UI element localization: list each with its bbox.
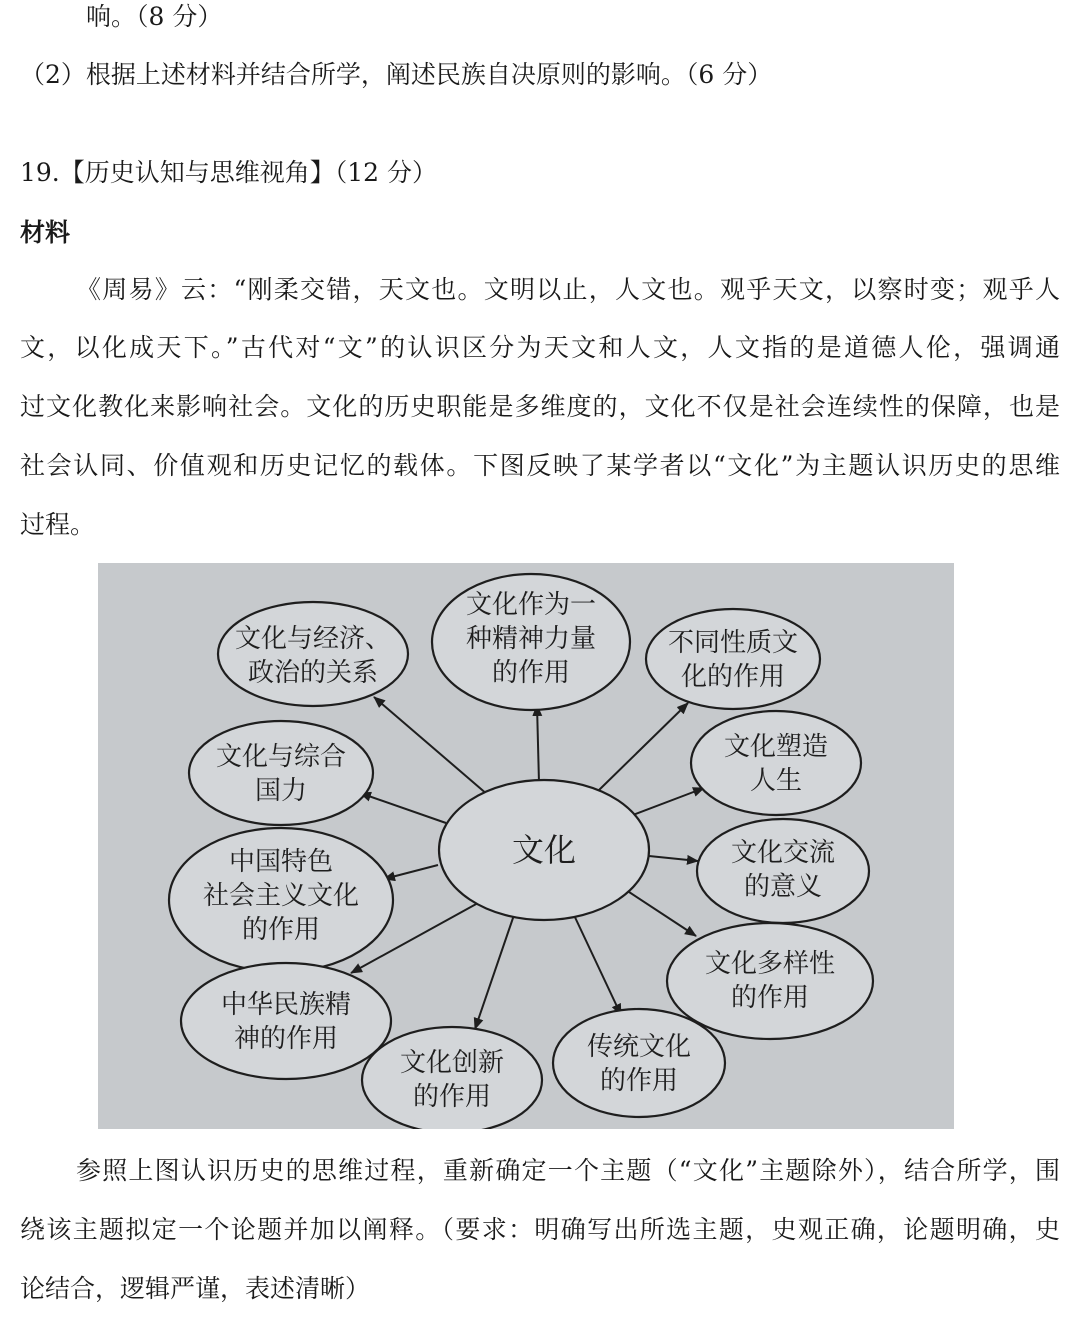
node-label: 文化多样性 (704, 949, 836, 979)
node-diversity (667, 923, 873, 1039)
material-heading: 材料 (20, 218, 71, 247)
question-part-1-tail: 响。（8 分） (86, 2, 223, 31)
node-label: 的作用 (730, 983, 810, 1013)
node-tradition (553, 1009, 725, 1117)
node-national-strength (189, 721, 373, 825)
node-label: 的作用 (412, 1082, 492, 1112)
node-label: 不同性质文 (667, 628, 799, 658)
node-label: 人生 (749, 766, 803, 796)
node-shaping-life (691, 711, 861, 815)
center-label: 文化 (511, 831, 577, 869)
node-label: 政治的关系 (247, 658, 379, 688)
node-label: 文化与经济、 (234, 624, 392, 654)
node-label: 中华民族精 (220, 990, 352, 1020)
node-label: 化的作用 (680, 662, 786, 692)
question-part-2: （2）根据上述材料并结合所学，阐述民族自决原则的影响。（6 分） (20, 60, 773, 89)
material-paragraph-line: 社会认同、价值观和历史记忆的载体。下图反映了某学者以“文化”为主题认识历史的思维 (20, 451, 1060, 480)
node-label: 文化塑造 (723, 732, 829, 762)
node-label: 文化与综合 (215, 742, 347, 772)
node-label: 的作用 (491, 658, 571, 688)
question-19-heading: 19.【历史认知与思维视角】（12 分） (20, 158, 438, 187)
node-label: 国力 (254, 776, 308, 806)
task-paragraph-line: 绕该主题拟定一个论题并加以阐释。（要求：明确写出所选主题，史观正确，论题明确，史 (20, 1215, 1060, 1244)
node-label: 中国特色 (228, 847, 334, 877)
node-innovation (362, 1027, 542, 1129)
material-paragraph-line: 《周易》云：“刚柔交错，天文也。文明以止，人文也。观乎天文，以察时变；观乎人 (76, 275, 1060, 304)
node-label: 传统文化 (586, 1032, 692, 1062)
task-paragraph-line: 参照上图认识历史的思维过程，重新确定一个主题（“文化”主题除外），结合所学，围 (76, 1156, 1060, 1185)
node-label: 文化交流 (730, 838, 836, 868)
node-label: 文化创新 (399, 1048, 505, 1078)
material-paragraph-line: 文，以化成天下。”古代对“文”的认识区分为天文和人文，人文指的是道德人伦，强调通 (20, 333, 1060, 362)
node-label: 社会主义文化 (202, 881, 360, 911)
node-label: 文化作为一 (465, 590, 597, 620)
node-label: 的作用 (599, 1066, 679, 1096)
node-economy-politics (218, 602, 408, 706)
material-paragraph-line: 过文化教化来影响社会。文化的历史职能是多维度的，文化不仅是社会连续性的保障，也是 (20, 392, 1060, 421)
node-label: 种精神力量 (465, 624, 597, 654)
task-paragraph-line: 论结合，逻辑严谨，表述清晰） (20, 1274, 371, 1303)
node-label: 的作用 (241, 915, 321, 945)
node-label: 的意义 (743, 872, 823, 902)
node-label: 神的作用 (233, 1024, 339, 1054)
node-exchange (697, 819, 869, 923)
node-national-spirit (181, 963, 391, 1079)
material-paragraph-line: 过程。 (20, 510, 96, 539)
node-different-natures (646, 609, 820, 709)
culture-mind-map-photo (98, 563, 954, 1129)
